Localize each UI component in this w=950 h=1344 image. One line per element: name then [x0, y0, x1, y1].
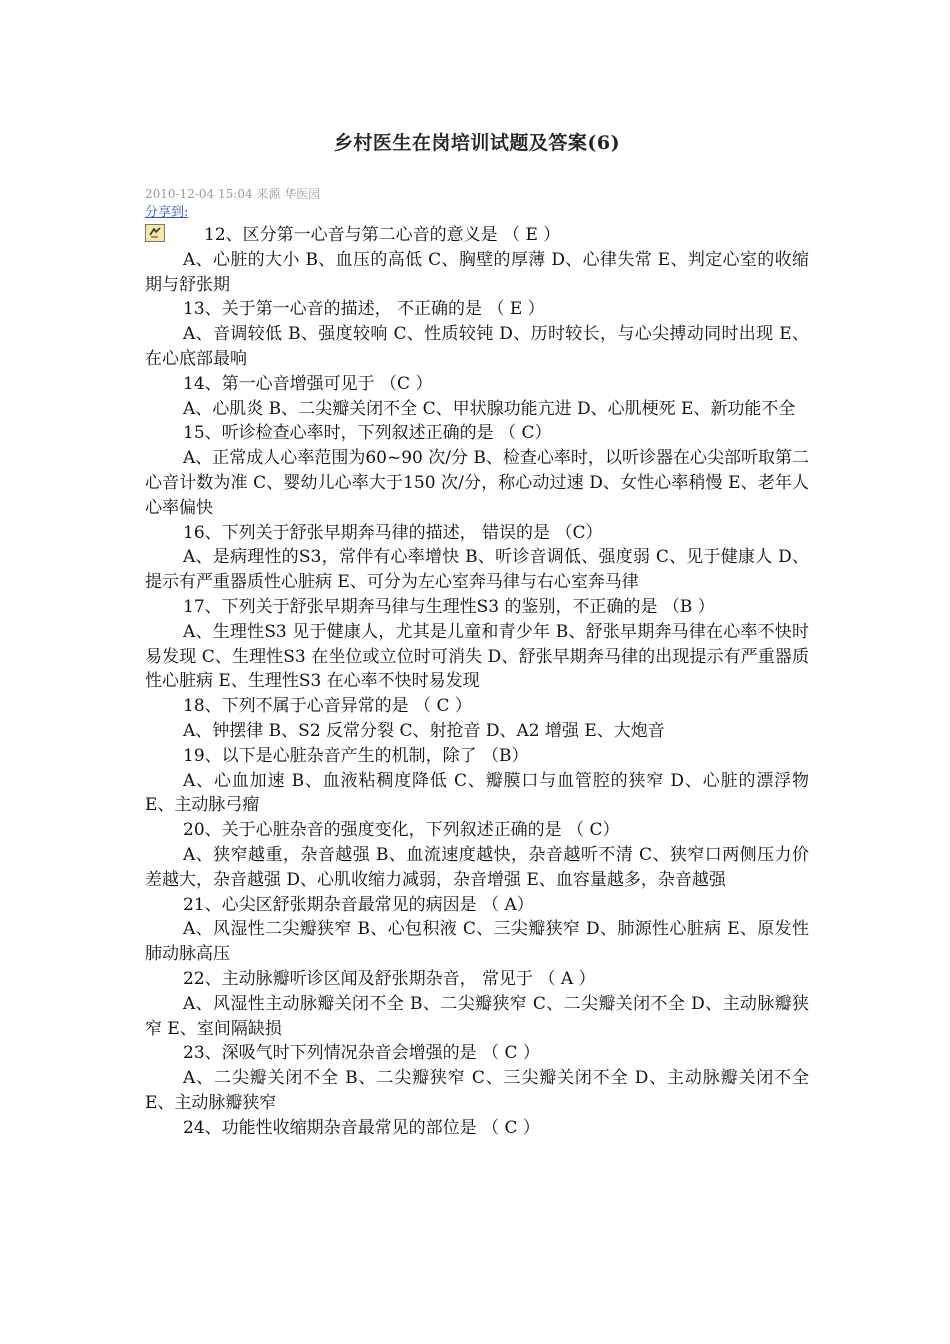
- answer-options: A、生理性S3 见于健康人，尤其是儿童和青少年 B、舒张早期奔马律在心率不快时易发现 C、生理性S3 在坐位或立位时可消失 D、舒张早期奔马律的出现提示有严重器质性心脏病 E、生理性S3 在心率不快时易发现: [145, 621, 809, 692]
- answer-options: A、心肌炎 B、二尖瓣关闭不全 C、甲状腺功能亢进 D、心肌梗死 E、新功能不全: [183, 398, 796, 419]
- question-text: 21、心尖区舒张期杂音最常见的病因是 （ A）: [183, 894, 534, 915]
- question-text: 22、主动脉瓣听诊区闻及舒张期杂音， 常见于 （ A ）: [183, 968, 596, 989]
- question-text: 19、以下是心脏杂音产生的机制，除了 （B）: [183, 745, 529, 766]
- article: [145, 118, 809, 1140]
- answer-options: A、二尖瓣关闭不全 B、二尖瓣狭窄 C、三尖瓣关闭不全 D、主动脉瓣关闭不全 E、主动脉瓣狭窄: [145, 1068, 809, 1113]
- share-icon[interactable]: [145, 224, 165, 242]
- answer-options: A、狭窄越重，杂音越强 B、血流速度越快，杂音越听不清 C、狭窄口两侧压力价差越大，杂音越强 D、心肌收缩力减弱，杂音增强 E、血容量越多，杂音越强: [145, 844, 809, 890]
- answer-options: A、心血加速 B、血液粘稠度降低 C、瓣膜口与血管腔的狭窄 D、心脏的漂浮物 E、主动脉弓瘤: [145, 770, 809, 816]
- question-text: 23、深吸气时下列情况杂音会增强的是 （ C ）: [183, 1043, 540, 1064]
- answer-options: A、正常成人心率范围为60~90 次/分 B、检查心率时，以听诊器在心尖部听取第二心音计数为准 C、婴幼儿心率大于150 次/分，称心动过速 D、女性心率稍慢 E、老年人心率偏快: [145, 448, 809, 518]
- question-text: 13、关于第一心音的描述， 不正确的是 （ E ）: [183, 299, 545, 320]
- question-block-first: [145, 223, 809, 248]
- answer-options: A、钟摆律 B、S2 反常分裂 C、射抢音 D、A2 增强 E、大炮音: [183, 720, 665, 741]
- question-text: 18、下列不属于心音异常的是 （ C ）: [183, 696, 472, 717]
- question-text: 15、听诊检查心率时，下列叙述正确的是 （ C）: [183, 423, 552, 444]
- answer-options: A、是病理性的S3，常伴有心率增快 B、听诊音调低、强度弱 C、见于健康人 D、提示有严重器质性心脏病 E、可分为左心室奔马律与右心室奔马律: [145, 547, 809, 593]
- question-text: 20、关于心脏杂音的强度变化，下列叙述正确的是 （ C）: [183, 820, 620, 841]
- answer-options: A、心脏的大小 B、血压的高低 C、胸壁的厚薄 D、心律失常 E、判定心室的收缩期与舒张期: [145, 249, 809, 295]
- question-text: 14、第一心音增强可见于 （C ）: [183, 373, 433, 394]
- share-link[interactable]: 分享到:: [145, 205, 189, 220]
- question-list: [145, 223, 809, 1140]
- article-meta: 2010-12-04 15:04 来源 华医园: [145, 187, 321, 201]
- answer-options: A、风湿性二尖瓣狭窄 B、心包积液 C、三尖瓣狭窄 D、肺源性心脏病 E、原发性肺动脉高压: [145, 919, 809, 965]
- question-text: 16、下列关于舒张早期奔马律的描述， 错误的是 （C）: [183, 522, 603, 543]
- answer-options: A、风湿性主动脉瓣关闭不全 B、二尖瓣狭窄 C、二尖瓣关闭不全 D、主动脉瓣狭窄 E、室间隔缺损: [145, 993, 809, 1039]
- question-text: 24、功能性收缩期杂音最常见的部位是 （ C ）: [183, 1117, 540, 1138]
- answer-options: A、音调较低 B、强度较响 C、性质较钝 D、历时较长，与心尖搏动同时出现 E、在心底部最响: [145, 324, 809, 369]
- question-text: 12、区分第一心音与第二心音的意义是 （ E ）: [204, 225, 561, 245]
- question-text: 17、下列关于舒张早期奔马律与生理性S3 的鉴别，不正确的是 （B ）: [183, 596, 715, 617]
- article-title: 乡村医生在岗培训试题及答案(6): [333, 132, 621, 154]
